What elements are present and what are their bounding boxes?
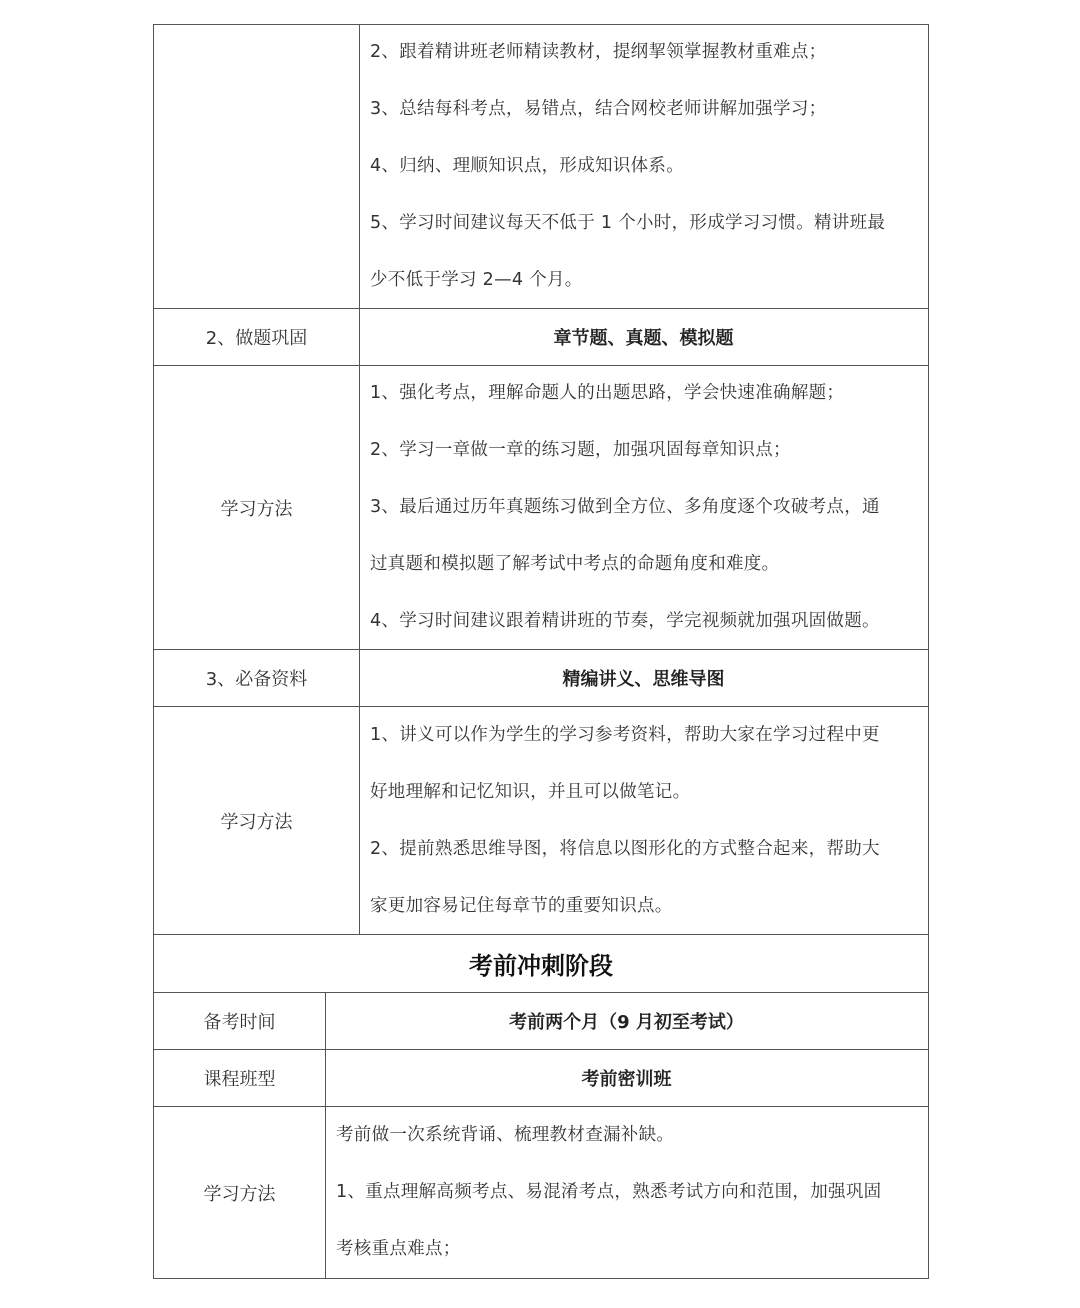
list-item: 1、重点理解高频考点、易混淆考点，熟悉考试方向和范围，加强巩固: [336, 1182, 882, 1202]
list-item: 2、学习一章做一章的练习题，加强巩固每章知识点；: [370, 440, 791, 460]
study-plan-table: [153, 24, 929, 1279]
table-row: [154, 707, 928, 935]
row-value: 精编讲义、思维导图: [562, 669, 725, 690]
table-row: [154, 650, 928, 707]
content-cell: [326, 1107, 927, 1278]
table-row: [154, 993, 928, 1050]
content-cell: [360, 25, 927, 308]
list-item: 5、学习时间建议每天不低于 1 个小时，形成学习习惯。精讲班最: [370, 213, 886, 233]
list-item: 好地理解和记忆知识，并且可以做笔记。: [370, 781, 691, 802]
table-row: [154, 309, 928, 366]
method-lines: [326, 1107, 927, 1278]
list-item: 1、讲义可以作为学生的学习参考资料，帮助大家在学习过程中更: [370, 724, 880, 745]
list-item: 家更加容易记住每章节的重要知识点。: [370, 895, 673, 916]
empty-label-cell: [154, 25, 360, 308]
list-item: 考前做一次系统背诵、梳理教材查漏补缺。: [336, 1125, 675, 1145]
row-value: 考前两个月（9 月初至考试）: [509, 1012, 744, 1033]
content-cell: [360, 707, 927, 934]
row-label: 2、做题巩固: [154, 309, 360, 365]
row-label: 学习方法: [154, 366, 360, 649]
table-row: [154, 1050, 928, 1107]
list-item: 少不低于学习 2—4 个月。: [370, 270, 583, 290]
method-lines: [360, 24, 927, 309]
list-item: 2、跟着精讲班老师精读教材，提纲挈领掌握教材重难点；: [370, 42, 827, 62]
method-lines: [360, 707, 927, 935]
row-label: 学习方法: [154, 707, 360, 934]
row-label: 3、必备资料: [154, 650, 360, 706]
row-value: 考前密训班: [581, 1069, 672, 1090]
row-value: 章节题、真题、模拟题: [553, 328, 734, 349]
list-item: 1、强化考点，理解命题人的出题思路，学会快速准确解题；: [370, 383, 845, 403]
section-title: 考前冲刺阶段: [469, 952, 613, 980]
list-item: 4、归纳、理顺知识点，形成知识体系。: [370, 156, 685, 176]
list-item: 3、最后通过历年真题练习做到全方位、多角度逐个攻破考点，通: [370, 497, 880, 517]
content-cell: [360, 366, 927, 649]
row-label: 课程班型: [154, 1050, 326, 1106]
method-lines: [360, 365, 927, 650]
row-label: 学习方法: [154, 1107, 326, 1278]
list-item: 考核重点难点；: [336, 1239, 461, 1259]
table-row: [154, 24, 928, 309]
row-label: 备考时间: [154, 993, 326, 1049]
list-item: 2、提前熟悉思维导图，将信息以图形化的方式整合起来，帮助大: [370, 838, 880, 859]
list-item: 4、学习时间建议跟着精讲班的节奏，学完视频就加强巩固做题。: [370, 611, 880, 631]
table-row: [154, 1107, 928, 1279]
table-row: [154, 935, 928, 993]
list-item: 3、总结每科考点，易错点，结合网校老师讲解加强学习；: [370, 99, 827, 119]
table-row: [154, 366, 928, 650]
list-item: 过真题和模拟题了解考试中考点的命题角度和难度。: [370, 554, 780, 574]
